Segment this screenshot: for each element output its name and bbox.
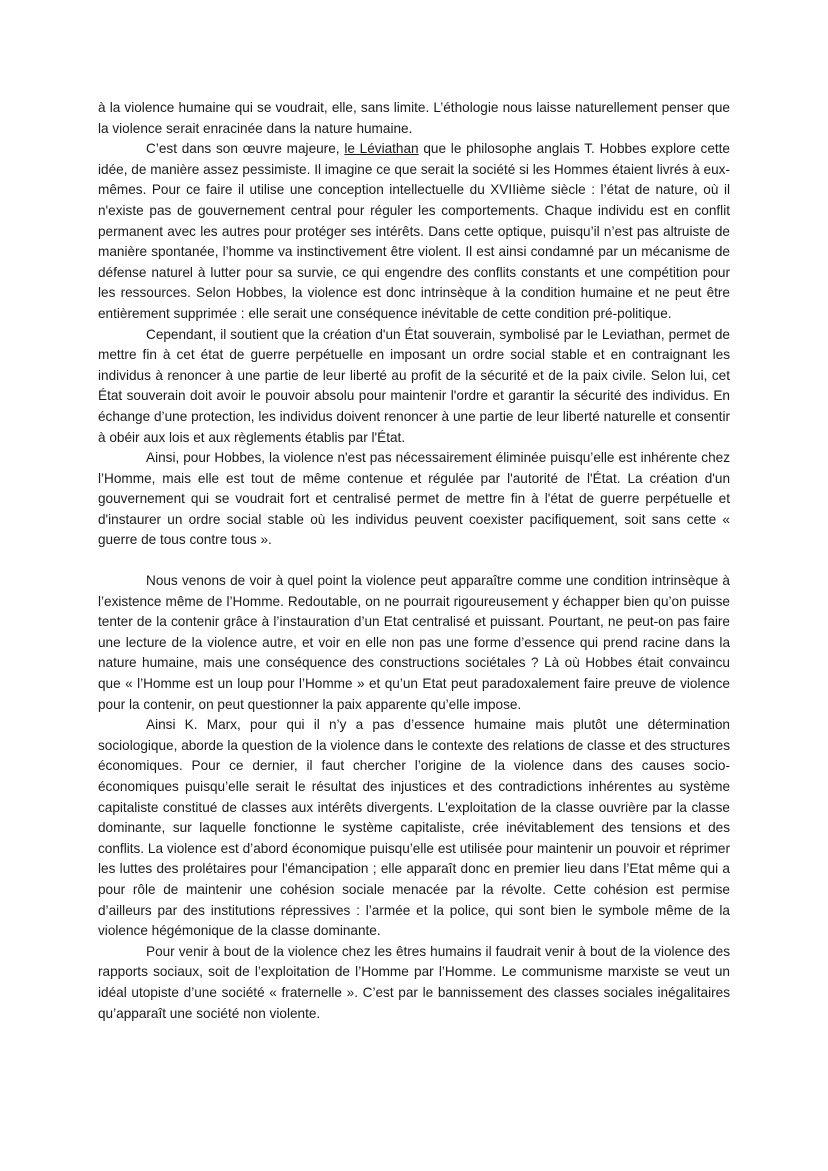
paragraph-marx-analysis: Ainsi K. Marx, pour qui il n’y a pas d’essence humaine mais plutôt une détermination sociologique, aborde la question de la violence dans le contexte des relations de classe et des structures économiques. Pour ce dernier, il faut chercher l’origine de la violence dans des causes socio-économiques puisqu’elle serait le résultat des injustices et des contradictions inhérentes au système capitaliste constitué de classes aux intérêts divergents. L'exploitation de la classe ouvrière par la classe dominante, sur laquelle fonctionne le système capitaliste, crée inévitablement des tensions et des conflits. La violence est d’abord économique puisqu’elle est utilisée pour maintenir un pouvoir et réprimer les luttes des prolétaires pour l'émancipation ; elle apparaît donc en premier lieu dans l’Etat même qui a pour rôle de maintenir une cohésion sociale menacée par la révolte. Cette cohésion est permise d’ailleurs par des institutions répressives : l’armée et la police, qui sont bien le symbole même de la violence hégémonique de la classe dominante. xyxy=(98,717,730,939)
leviathan-title: le Léviathan xyxy=(344,141,419,157)
paragraph-intro-ethology: à la violence humaine qui se voudrait, elle, sans limite. L’éthologie nous laisse naturellement penser que la violence serait enracinée dans la nature humaine. xyxy=(98,100,730,136)
paragraph-hobbes-rest: que le philosophe anglais T. Hobbes explore cette idée, de manière assez pessimiste. Il imagine ce que serait la société si les Hommes étaient livrés à eux-mêmes. Pour ce faire il utilise une conception intellectuelle du XVIIième siècle : l’état de nature, où il n'existe pas de gouvernement central pour réguler les comportements. Chaque individu est en conflit permanent avec les autres pour protéger ses intérêts. Dans cette optique, puisqu’il n’est pas altruiste de manière spontanée, l’homme va instinctivement être violent. Il est ainsi condamné par un mécanisme de défense naturel à lutter pour sa survie, ce qui engendre des conflits constants et une compétition pour les ressources. Selon Hobbes, la violence est donc intrinsèque à la condition humaine et ne peut être entièrement supprimée : elle serait une conséquence inévitable de cette condition pré-politique. xyxy=(98,141,730,321)
section-gap xyxy=(98,551,730,571)
paragraph-hobbes-state-of-nature xyxy=(98,139,730,324)
document-page xyxy=(98,98,730,1024)
paragraph-hobbes-lead: C’est dans son œuvre majeure, xyxy=(146,141,345,157)
paragraph-hobbes-conclusion: Ainsi, pour Hobbes, la violence n'est pas nécessairement éliminée puisqu’elle est inhérente chez l’Homme, mais elle est tout de même contenue et régulée par l'autorité de l'État. La création d'un gouvernement qui se voudrait fort et centralisé permet de mettre fin à l'état de guerre perpétuelle et d'instaurer un ordre social stable où les individus peuvent coexister pacifiquement, soit sans cette « guerre de tous contre tous ». xyxy=(98,450,730,548)
paragraph-transition: Nous venons de voir à quel point la violence peut apparaître comme une condition intrinsèque à l’existence même de l’Homme. Redoutable, on ne pourrait rigoureusement y échapper bien qu’on puisse tenter de la contenir grâce à l’instauration d’un Etat centralisé et puissant. Pourtant, ne peut-on pas faire une lecture de la violence autre, et voir en elle non pas une forme d’essence qui prend racine dans la nature humaine, mais une conséquence des constructions sociétales ? Là où Hobbes était convaincu que « l’Homme est un loup pour l’Homme » et qu’un Etat peut paradoxalement faire preuve de violence pour la contenir, on peut questionner la paix apparente qu’elle impose. xyxy=(98,573,730,712)
paragraph-marx-conclusion: Pour venir à bout de la violence chez les êtres humains il faudrait venir à bout de la violence des rapports sociaux, soit de l’exploitation de l’Homme par l’Homme. Le communisme marxiste se veut un idéal utopiste d’une société « fraternelle ». C’est par le bannissement des classes sociales inégalitaires qu’apparaît une société non violente. xyxy=(98,943,730,1021)
paragraph-hobbes-sovereign-state: Cependant, il soutient que la création d'un État souverain, symbolisé par le Leviathan, permet de mettre fin à cet état de guerre perpétuelle en imposant un ordre social stable et en contraignant les individus à renoncer à une partie de leur liberté au profit de la sécurité et de la paix civile. Selon lui, cet État souverain doit avoir le pouvoir absolu pour maintenir l'ordre et garantir la sécurité des individus. En échange d’une protection, les individus doivent renoncer à une partie de leur liberté naturelle et consentir à obéir aux lois et aux règlements établis par l'État. xyxy=(98,326,730,445)
